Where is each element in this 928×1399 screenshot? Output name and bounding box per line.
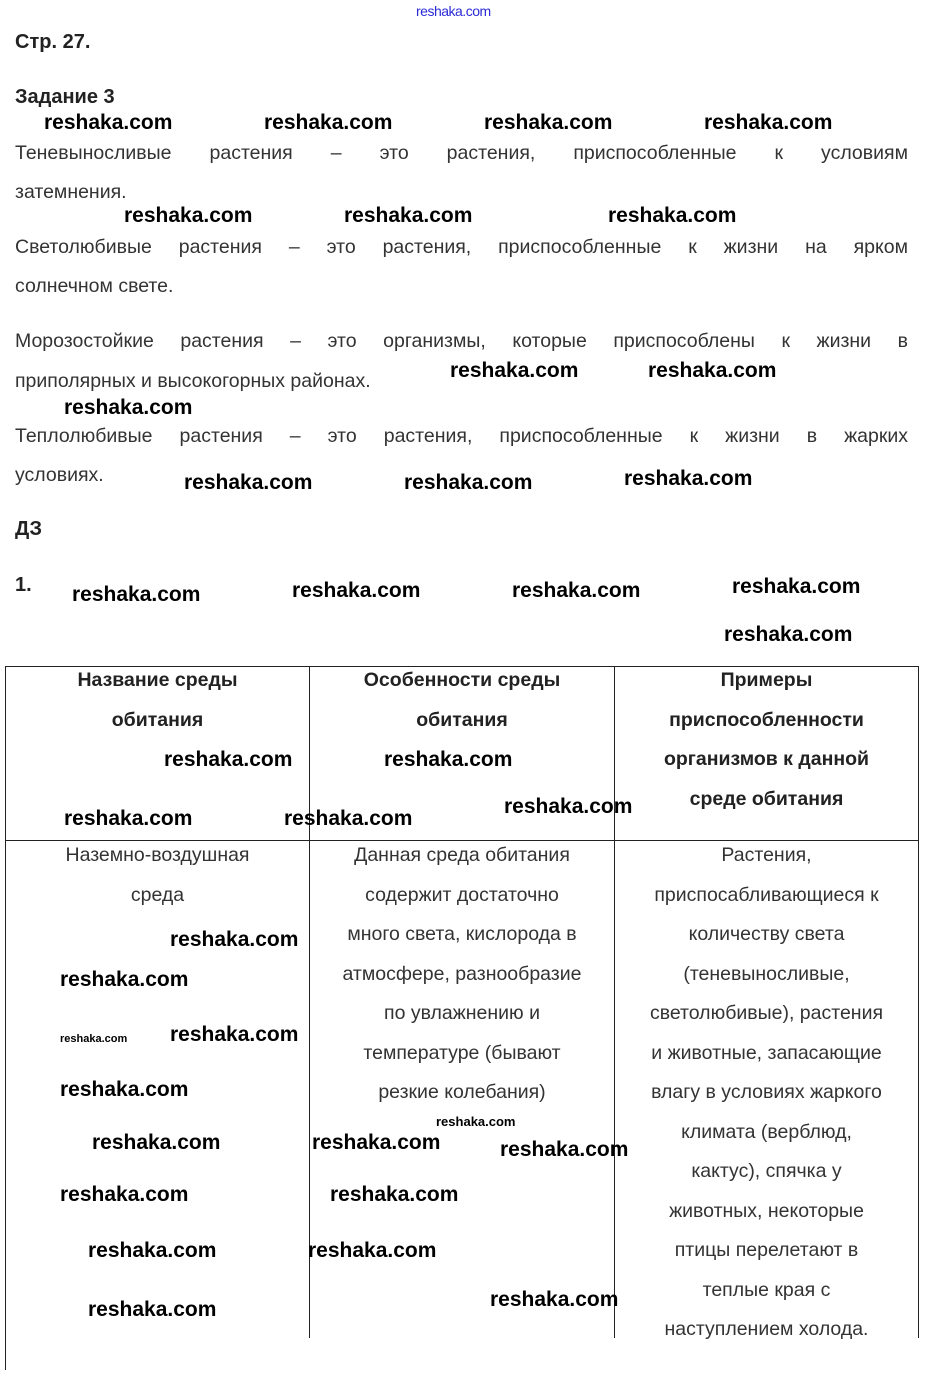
watermark: reshaka.com	[308, 1239, 437, 1262]
item-number: 1.	[15, 574, 32, 596]
watermark: reshaka.com	[44, 111, 173, 134]
watermark: reshaka.com	[170, 1023, 299, 1046]
watermark: reshaka.com	[500, 1138, 629, 1161]
header-cell-line: Название среды	[77, 669, 238, 691]
body-cell-line: птицы перелетают в	[674, 1239, 859, 1261]
watermark: reshaka.com	[88, 1298, 217, 1321]
header-divider	[5, 840, 919, 841]
watermark: reshaka.com	[484, 111, 613, 134]
header-cell-line: обитания	[416, 709, 508, 731]
watermark: reshaka.com	[404, 471, 533, 494]
body-cell-line: светолюбивые), растения	[649, 1002, 884, 1024]
watermark: reshaka.com	[88, 1239, 217, 1262]
watermark: reshaka.com	[512, 579, 641, 602]
watermark: reshaka.com	[170, 928, 299, 951]
body-cell-line: много света, кислорода в	[347, 923, 577, 945]
body-cell-line: температуре (бывают	[363, 1041, 561, 1064]
watermark: reshaka.com	[704, 111, 833, 134]
watermark: reshaka.com	[124, 204, 253, 227]
watermark: reshaka.com	[60, 1078, 189, 1101]
watermark: reshaka.com	[60, 968, 189, 991]
watermark: reshaka.com	[490, 1288, 619, 1311]
body-cell-line: влагу в условиях жаркого	[651, 1081, 882, 1103]
body-cell-line: Наземно-воздушная	[65, 844, 250, 866]
paragraph-line: условиях.	[15, 464, 104, 486]
paragraph-line: Морозостойкие растения – это организмы, которые приспособлены к жизни в	[15, 330, 908, 352]
body-cell-line: и животные, запасающие	[651, 1041, 882, 1064]
watermark: reshaka.com	[724, 623, 853, 646]
watermark: reshaka.com	[60, 1033, 128, 1045]
watermark: reshaka.com	[312, 1131, 441, 1154]
header-cell-line: приспособленности	[669, 709, 864, 731]
watermark: reshaka.com	[72, 583, 201, 606]
watermark: reshaka.com	[732, 575, 861, 598]
task-title: Задание 3	[15, 86, 115, 108]
body-cell-line: теплые края с	[702, 1278, 831, 1301]
watermark: reshaka.com	[450, 359, 579, 382]
body-cell-line: приспосабливающиеся к	[654, 883, 879, 906]
header-cell-line: Особенности среды	[363, 669, 561, 691]
header-cell-line: обитания	[111, 709, 204, 731]
table-border-right	[918, 666, 919, 1338]
watermark: reshaka.com	[284, 807, 413, 830]
watermark: reshaka.com	[164, 748, 293, 771]
watermark: reshaka.com	[264, 111, 393, 134]
body-cell-line: кактус), спячка у	[691, 1160, 842, 1182]
body-cell-line: количеству света	[688, 923, 845, 945]
watermark: reshaka.com	[648, 359, 777, 382]
header-cell-line: среде обитания	[689, 788, 844, 810]
header-cell-line: Примеры	[720, 669, 813, 691]
watermark: reshaka.com	[608, 204, 737, 227]
watermark: reshaka.com	[64, 396, 193, 419]
paragraph-line: затемнения.	[15, 181, 127, 203]
table-border-top	[5, 666, 919, 667]
paragraph-line: Теневыносливые растения – это растения, приспособленные к условиям	[15, 142, 908, 164]
watermark: reshaka.com	[64, 807, 193, 830]
paragraph-line: приполярных и высокогорных районах.	[15, 370, 371, 392]
body-cell-line: климата (верблюд,	[681, 1120, 852, 1143]
body-cell-line: по увлажнению и	[384, 1002, 540, 1024]
body-cell-line: содержит достаточно	[365, 883, 559, 906]
watermark: reshaka.com	[504, 795, 633, 818]
watermark: reshaka.com	[292, 579, 421, 602]
watermark: reshaka.com	[384, 748, 513, 771]
table-border-left	[5, 666, 6, 1370]
header-cell-line: организмов к данной	[663, 748, 870, 770]
homework-title: ДЗ	[15, 518, 43, 540]
body-cell-line: животных, некоторые	[669, 1199, 864, 1222]
watermark: reshaka.com	[624, 467, 753, 490]
watermark: reshaka.com	[92, 1131, 221, 1154]
paragraph-line: Теплолюбивые растения – это растения, приспособленные к жизни в жарких	[15, 425, 908, 447]
paragraph-line: солнечном свете.	[15, 275, 174, 297]
body-cell-line: резкие колебания)	[378, 1081, 546, 1103]
watermark: reshaka.com	[330, 1183, 459, 1206]
body-cell-line: (теневыносливые,	[683, 962, 850, 985]
body-cell-line: среда	[130, 883, 185, 906]
paragraph-line: Светолюбивые растения – это растения, приспособленные к жизни на ярком	[15, 236, 908, 258]
watermark: reshaka.com	[344, 204, 473, 227]
top-watermark: reshaka.com	[416, 3, 491, 19]
body-cell-line: Данная среда обитания	[354, 844, 570, 866]
watermark: reshaka.com	[184, 471, 313, 494]
page-reference: Стр. 27.	[15, 31, 91, 53]
body-cell-line: наступлением холода.	[664, 1318, 869, 1340]
body-cell-line: атмосфере, разнообразие	[342, 962, 582, 985]
watermark: reshaka.com	[436, 1114, 516, 1129]
body-cell-line: Растения,	[721, 844, 812, 866]
watermark: reshaka.com	[60, 1183, 189, 1206]
